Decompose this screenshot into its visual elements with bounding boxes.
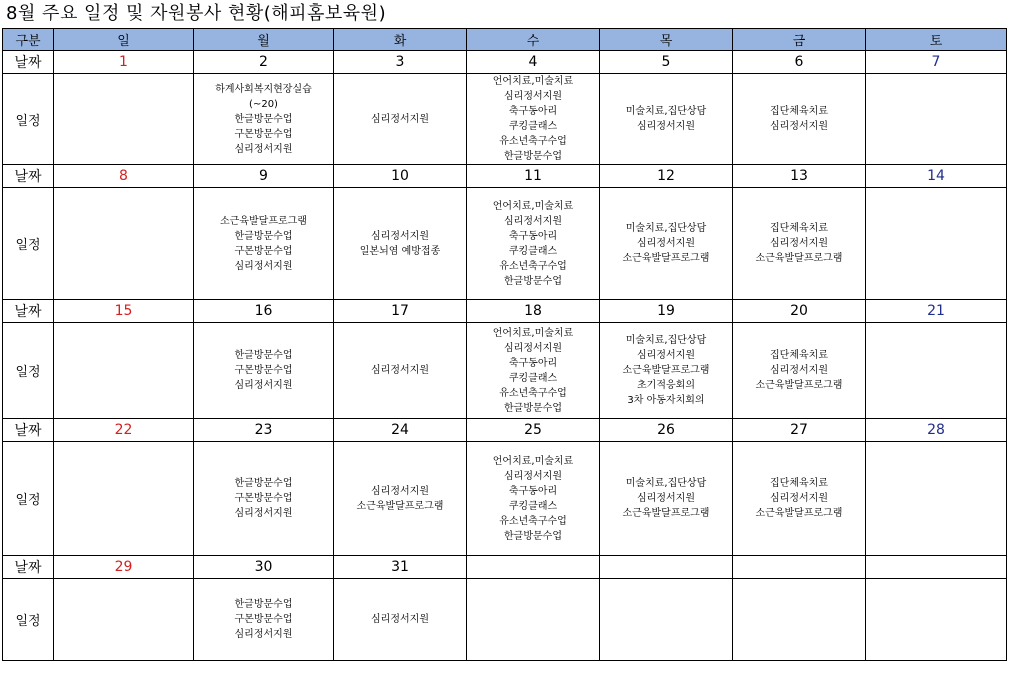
schedule-item: 한글방문수업	[234, 599, 293, 610]
schedule-item: 구몬방문수업	[234, 493, 293, 504]
date-row	[3, 165, 1007, 188]
schedule-item: 축구동아리	[508, 357, 558, 369]
schedule-item: 언어치료,미술치료	[492, 327, 574, 339]
schedule-item: 심리정서지원	[770, 365, 828, 376]
schedule-item: 심리정서지원	[371, 485, 429, 497]
schedule-cell	[54, 188, 194, 300]
schedule-item: 집단체육치료	[770, 223, 828, 234]
schedule-item: 한글방문수업	[234, 478, 293, 489]
date-cell: 3	[334, 51, 467, 74]
schedule-cell	[194, 579, 334, 661]
schedule-cell	[467, 442, 600, 556]
date-cell: 1	[54, 51, 194, 74]
schedule-item: 쿠킹클래스	[508, 121, 558, 132]
schedule-cell	[600, 579, 733, 661]
schedule-item: 심리정서지원	[371, 230, 429, 242]
schedule-cell	[600, 74, 733, 165]
schedule-cell	[334, 442, 467, 556]
schedule-row	[3, 323, 1007, 419]
schedule-item: 심리정서지원	[234, 629, 293, 640]
schedule-item: 집단체육치료	[770, 106, 828, 117]
schedule-item: 하계사회복지현장실습	[215, 83, 312, 95]
schedule-row-label: 일정	[3, 579, 54, 661]
date-row	[3, 300, 1007, 323]
date-cell: 9	[194, 165, 334, 188]
schedule-cell	[194, 188, 334, 300]
date-row-label: 날짜	[3, 556, 54, 579]
schedule-item: 집단체육치료	[770, 478, 828, 489]
schedule-item: 유소년축구수업	[499, 515, 567, 527]
calendar-table	[2, 28, 1007, 661]
schedule-cell	[334, 323, 467, 419]
schedule-cell	[334, 188, 467, 300]
date-cell: 14	[866, 165, 1007, 188]
date-cell: 26	[600, 419, 733, 442]
date-cell	[467, 556, 600, 579]
schedule-item: 심리정서지원	[770, 493, 828, 504]
date-cell: 19	[600, 300, 733, 323]
header-row	[3, 29, 1007, 51]
date-cell: 31	[334, 556, 467, 579]
schedule-item: 심리정서지원	[234, 380, 293, 391]
schedule-cell	[733, 323, 866, 419]
schedule-cell	[733, 579, 866, 661]
date-cell: 17	[334, 300, 467, 323]
date-cell: 29	[54, 556, 194, 579]
schedule-cell	[467, 74, 600, 165]
schedule-item: 미술치료,집단상담	[625, 335, 707, 346]
schedule-item: (~20)	[249, 98, 278, 110]
date-cell: 21	[866, 300, 1007, 323]
date-row	[3, 556, 1007, 579]
schedule-item: 소근육발달프로그램	[622, 508, 710, 519]
schedule-cell	[866, 442, 1007, 556]
schedule-cell	[600, 323, 733, 419]
schedule-item: 한글방문수업	[504, 530, 562, 542]
schedule-item: 언어치료,미술치료	[492, 455, 574, 467]
header-day: 목	[600, 29, 733, 51]
date-cell: 22	[54, 419, 194, 442]
schedule-item: 유소년축구수업	[499, 260, 567, 272]
date-cell: 12	[600, 165, 733, 188]
schedule-row-label: 일정	[3, 188, 54, 300]
schedule-cell	[866, 323, 1007, 419]
schedule-item: 심리정서지원	[504, 215, 562, 227]
schedule-item: 심리정서지원	[504, 91, 562, 102]
date-cell: 5	[600, 51, 733, 74]
schedule-item: 심리정서지원	[504, 342, 562, 354]
schedule-item: 소근육발달프로그램	[755, 508, 843, 519]
schedule-item: 구몬방문수업	[234, 365, 293, 376]
schedule-item: 미술치료,집단상담	[625, 223, 707, 234]
schedule-cell	[600, 188, 733, 300]
date-row-label: 날짜	[3, 165, 54, 188]
date-cell	[866, 556, 1007, 579]
date-row	[3, 51, 1007, 74]
schedule-cell	[54, 74, 194, 165]
schedule-row	[3, 74, 1007, 165]
schedule-row-label: 일정	[3, 323, 54, 419]
schedule-item: 축구동아리	[508, 230, 558, 242]
schedule-item: 소근육발달프로그램	[622, 253, 710, 264]
schedule-item: 3차 아동자치회의	[627, 395, 705, 406]
schedule-item: 한글방문수업	[234, 350, 293, 361]
header-day: 화	[334, 29, 467, 51]
date-row-label: 날짜	[3, 51, 54, 74]
schedule-item: 심리정서지원	[234, 143, 293, 155]
schedule-item: 축구동아리	[508, 106, 558, 117]
schedule-item: 구몬방문수업	[234, 128, 293, 140]
header-day: 금	[733, 29, 866, 51]
date-cell: 7	[866, 51, 1007, 74]
schedule-item: 유소년축구수업	[499, 136, 567, 147]
schedule-cell	[334, 74, 467, 165]
schedule-item: 언어치료,미술치료	[492, 200, 574, 212]
date-cell: 20	[733, 300, 866, 323]
schedule-cell	[866, 74, 1007, 165]
schedule-item: 심리정서지원	[637, 238, 695, 249]
schedule-item: 한글방문수업	[504, 151, 562, 162]
schedule-item: 소근육발달프로그램	[220, 215, 307, 227]
schedule-item: 축구동아리	[508, 485, 558, 497]
schedule-cell	[600, 442, 733, 556]
date-cell: 13	[733, 165, 866, 188]
schedule-cell	[733, 442, 866, 556]
date-cell: 2	[194, 51, 334, 74]
schedule-item: 소근육발달프로그램	[622, 365, 710, 376]
schedule-item: 한글방문수업	[504, 275, 562, 287]
schedule-item: 구몬방문수업	[234, 245, 293, 257]
schedule-cell	[194, 442, 334, 556]
schedule-cell	[866, 579, 1007, 661]
schedule-item: 소근육발달프로그램	[356, 500, 444, 512]
schedule-item: 초기적응회의	[637, 380, 695, 391]
date-cell: 6	[733, 51, 866, 74]
header-day: 토	[866, 29, 1007, 51]
schedule-row-label: 일정	[3, 442, 54, 556]
date-cell: 11	[467, 165, 600, 188]
schedule-item: 집단체육치료	[770, 350, 828, 361]
date-cell: 30	[194, 556, 334, 579]
header-day: 일	[54, 29, 194, 51]
schedule-cell	[733, 188, 866, 300]
schedule-item: 심리정서지원	[770, 238, 828, 249]
date-cell: 18	[467, 300, 600, 323]
date-cell: 23	[194, 419, 334, 442]
schedule-item: 미술치료,집단상담	[625, 478, 707, 489]
schedule-item: 소근육발달프로그램	[755, 253, 843, 264]
date-cell: 28	[866, 419, 1007, 442]
date-cell: 8	[54, 165, 194, 188]
schedule-item: 유소년축구수업	[499, 387, 567, 399]
schedule-item: 심리정서지원	[770, 121, 828, 132]
schedule-item: 일본뇌염 예방접종	[359, 245, 441, 257]
schedule-item: 심리정서지원	[504, 470, 562, 482]
schedule-item: 언어치료,미술치료	[492, 76, 574, 87]
schedule-cell	[194, 323, 334, 419]
schedule-item: 한글방문수업	[504, 402, 562, 414]
schedule-item: 심리정서지원	[637, 121, 695, 132]
schedule-item: 한글방문수업	[234, 230, 293, 242]
date-row-label: 날짜	[3, 300, 54, 323]
schedule-cell	[194, 74, 334, 165]
schedule-item: 심리정서지원	[637, 350, 695, 361]
date-cell: 25	[467, 419, 600, 442]
date-cell: 4	[467, 51, 600, 74]
schedule-cell	[467, 323, 600, 419]
schedule-item: 심리정서지원	[637, 493, 695, 504]
schedule-item: 한글방문수업	[234, 113, 293, 125]
date-row-label: 날짜	[3, 419, 54, 442]
schedule-item: 심리정서지원	[234, 260, 293, 272]
date-cell	[733, 556, 866, 579]
schedule-item: 쿠킹클래스	[508, 372, 558, 384]
schedule-row-label: 일정	[3, 74, 54, 165]
schedule-cell	[866, 188, 1007, 300]
header-label: 구분	[3, 29, 54, 51]
schedule-row	[3, 188, 1007, 300]
schedule-item: 쿠킹클래스	[508, 245, 558, 257]
schedule-item: 미술치료,집단상담	[625, 106, 707, 117]
date-row	[3, 419, 1007, 442]
schedule-row	[3, 442, 1007, 556]
schedule-item: 심리정서지원	[234, 508, 293, 519]
date-cell: 15	[54, 300, 194, 323]
date-cell: 24	[334, 419, 467, 442]
date-cell	[600, 556, 733, 579]
schedule-cell	[54, 579, 194, 661]
schedule-item: 심리정서지원	[371, 365, 429, 376]
schedule-row	[3, 579, 1007, 661]
header-day: 월	[194, 29, 334, 51]
schedule-item: 심리정서지원	[371, 614, 429, 625]
schedule-item: 구몬방문수업	[234, 614, 293, 625]
page-title: 8월 주요 일정 및 자원봉사 현황(해피홈보육원)	[6, 3, 387, 24]
schedule-cell	[467, 188, 600, 300]
schedule-cell	[467, 579, 600, 661]
schedule-cell	[334, 579, 467, 661]
schedule-item: 심리정서지원	[371, 113, 429, 125]
schedule-cell	[54, 323, 194, 419]
date-cell: 27	[733, 419, 866, 442]
schedule-cell	[54, 442, 194, 556]
schedule-cell	[733, 74, 866, 165]
header-day: 수	[467, 29, 600, 51]
date-cell: 10	[334, 165, 467, 188]
schedule-item: 쿠킹클래스	[508, 500, 558, 512]
schedule-item: 소근육발달프로그램	[755, 380, 843, 391]
date-cell: 16	[194, 300, 334, 323]
